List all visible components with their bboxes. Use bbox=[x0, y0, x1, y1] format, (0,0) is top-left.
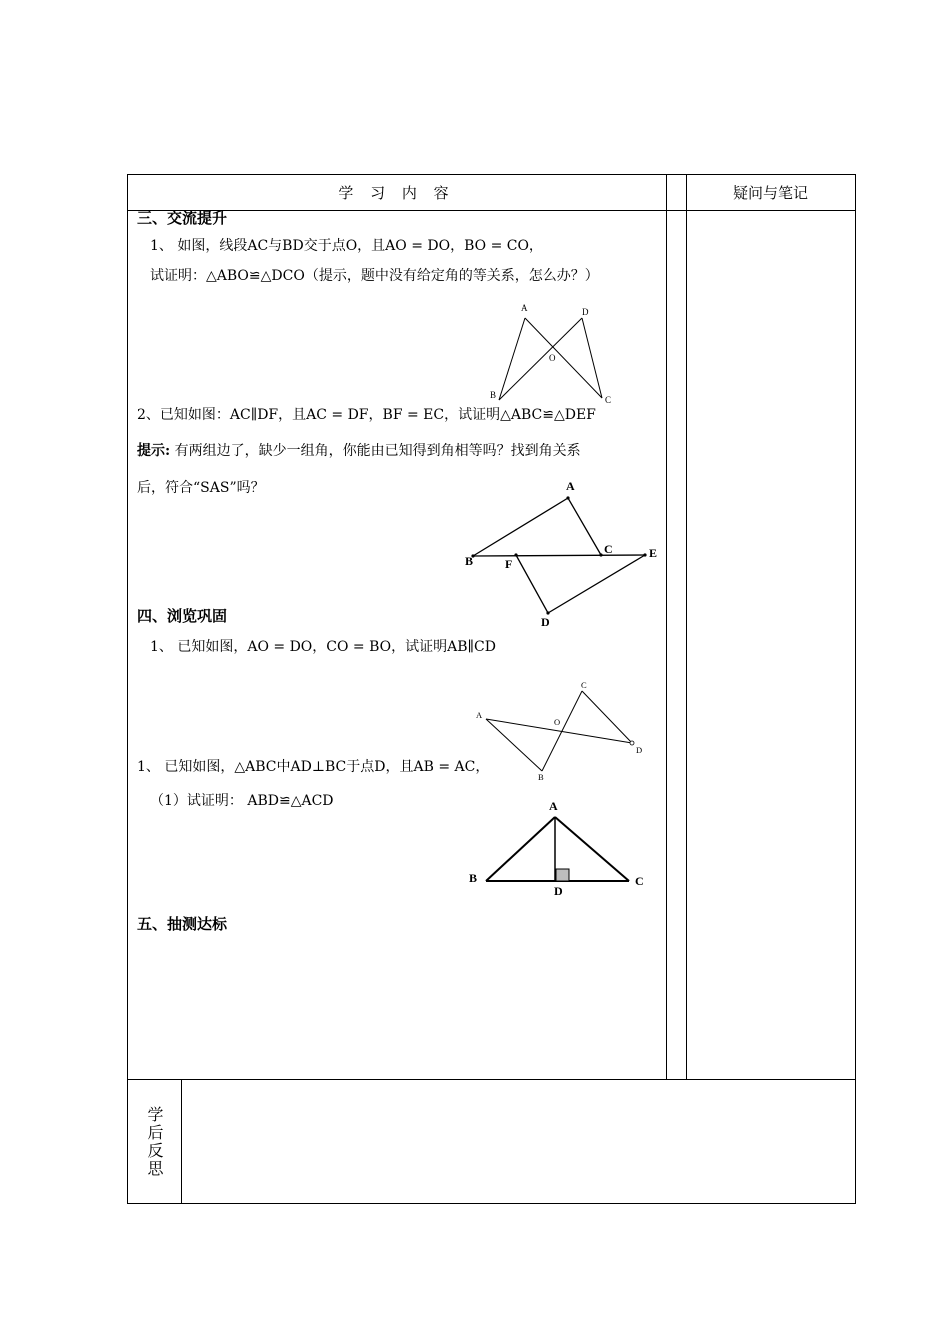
figure-bowtie-3 bbox=[470, 676, 650, 786]
section4-q2-line1: 1、 已知如图，△ABC中AD⊥BC于点D，且AB = AC， bbox=[137, 759, 490, 775]
table-left-border bbox=[127, 174, 128, 1204]
fig1-label-a: A bbox=[521, 303, 528, 313]
section4-q2-line2: （1）试证明： ABD≌△ACD bbox=[150, 793, 334, 809]
fig4-label-d: D bbox=[554, 884, 563, 898]
section3-title: 三、交流提升 bbox=[137, 209, 228, 227]
reflect-label-cell bbox=[127, 1080, 181, 1204]
fig1-label-o: O bbox=[549, 353, 556, 363]
fig2-label-e: E bbox=[649, 546, 658, 560]
fig4-label-b: B bbox=[469, 871, 478, 885]
header-content: 学 习 内 容 bbox=[338, 184, 455, 202]
section3-hint-line2: 后，符合“SAS”吗？ bbox=[137, 480, 265, 496]
fig3-label-b: B bbox=[538, 772, 544, 782]
main-bottom-border bbox=[127, 1079, 856, 1080]
table-bottom-border bbox=[127, 1203, 856, 1204]
fig3-label-c: C bbox=[581, 680, 587, 690]
figure-bowtie-1 bbox=[470, 296, 630, 408]
reflect-label: 学后反思 bbox=[145, 1106, 164, 1178]
fig2-label-c: C bbox=[604, 542, 613, 556]
section3-q1-line1: 1、 如图，线段AC与BD交于点O，且AO = DO，BO = CO， bbox=[150, 238, 543, 254]
section3-hint bbox=[137, 441, 581, 461]
table-right-border bbox=[855, 174, 856, 1204]
section5-title: 五、抽测达标 bbox=[137, 915, 228, 933]
hint-text: 有两组边了，缺少一组角，你能由已知得到角相等吗？找到角关系 bbox=[170, 443, 581, 459]
section4-title: 四、浏览巩固 bbox=[137, 607, 228, 625]
fig2-label-d: D bbox=[541, 615, 550, 629]
fig2-label-b: B bbox=[465, 554, 474, 568]
fig2-label-a: A bbox=[566, 479, 575, 493]
figure-triangle-4 bbox=[460, 796, 660, 900]
column-divider-2 bbox=[686, 174, 687, 1080]
section3-q1-line2: 试证明：△ABO≌△DCO（提示，题中没有给定角的等关系，怎么办？） bbox=[150, 268, 599, 284]
header-notes: 疑问与笔记 bbox=[732, 184, 808, 202]
fig2-label-f: F bbox=[505, 557, 513, 571]
header-bottom-border bbox=[127, 210, 856, 211]
figure-parallelogram-2 bbox=[460, 476, 670, 632]
section4-q1: 1、 已知如图，AO = DO，CO = BO，试证明AB∥CD bbox=[150, 639, 496, 655]
fig3-label-o: O bbox=[554, 717, 561, 727]
section3-q2: 2、已知如图：AC∥DF，且AC = DF，BF = EC，试证明△ABC≌△DEF bbox=[137, 407, 596, 423]
hint-label: 提示: bbox=[137, 443, 171, 459]
fig1-label-b: B bbox=[490, 390, 497, 400]
fig3-label-a: A bbox=[476, 710, 483, 720]
fig4-label-a: A bbox=[549, 799, 558, 813]
fig3-label-d: D bbox=[636, 745, 643, 755]
table-top-border bbox=[127, 174, 856, 175]
fig4-label-c: C bbox=[635, 874, 644, 888]
fig1-label-d: D bbox=[582, 307, 589, 317]
fig1-label-c: C bbox=[605, 395, 612, 405]
reflect-label-divider bbox=[181, 1080, 182, 1204]
